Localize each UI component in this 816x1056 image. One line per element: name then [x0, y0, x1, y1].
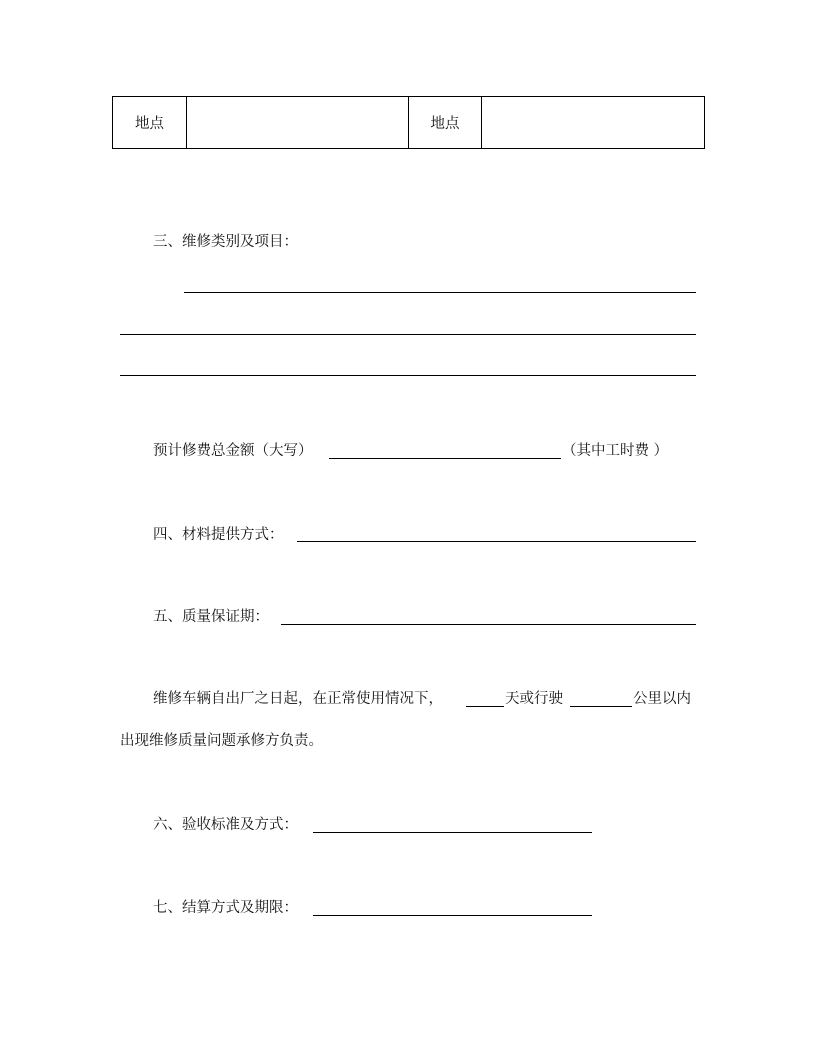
location-table	[112, 96, 705, 149]
estimate-labor-suffix: （其中工时费 ）	[562, 443, 669, 459]
estimate-amount-blank[interactable]	[329, 458, 561, 459]
repair-items-line-3[interactable]	[120, 375, 696, 376]
location-field-left[interactable]	[187, 97, 409, 149]
section5-heading: 五、质量保证期：	[153, 609, 269, 625]
section6-heading: 六、验收标准及方式：	[153, 817, 298, 833]
warranty-days-blank[interactable]	[466, 706, 504, 707]
location-label-right: 地点	[409, 97, 482, 149]
section7-heading: 七、结算方式及期限：	[153, 900, 298, 916]
material-supply-blank[interactable]	[297, 541, 696, 542]
location-field-right[interactable]	[482, 97, 705, 149]
warranty-text-part1: 维修车辆自出厂之日起，在正常使用情况下，	[153, 691, 443, 707]
warranty-text-part2: 天或行驶	[505, 691, 563, 707]
warranty-text-part3: 公里以内	[633, 691, 691, 707]
warranty-text-line2: 出现维修质量问题承修方负责。	[120, 733, 323, 749]
section3-heading: 三、维修类别及项目：	[153, 234, 298, 250]
location-label-left: 地点	[113, 97, 187, 149]
warranty-period-blank[interactable]	[281, 624, 696, 625]
settlement-method-blank[interactable]	[313, 915, 592, 916]
warranty-km-blank[interactable]	[570, 706, 632, 707]
section4-heading: 四、材料提供方式：	[153, 527, 284, 543]
estimate-label: 预计修费总金额（大写）	[153, 443, 313, 459]
repair-items-line-1[interactable]	[184, 292, 696, 293]
acceptance-standard-blank[interactable]	[313, 832, 592, 833]
repair-items-line-2[interactable]	[120, 334, 696, 335]
